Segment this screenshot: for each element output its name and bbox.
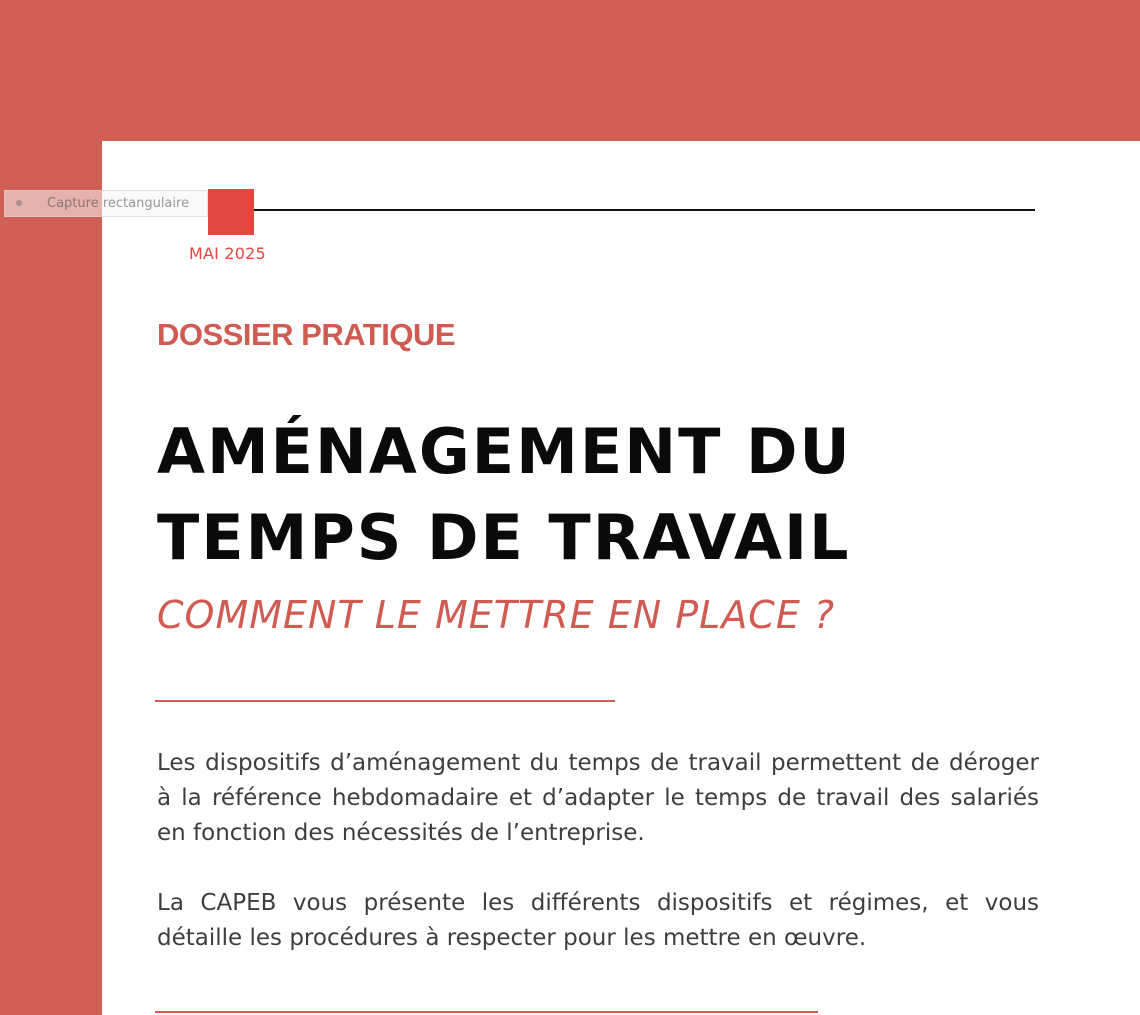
capture-label: Capture rectangulaire (47, 196, 190, 211)
intro-divider (155, 1011, 818, 1013)
title-line-1: AMÉNAGEMENT DU (157, 415, 852, 488)
accent-square (208, 189, 254, 235)
capture-tooltip[interactable] (4, 190, 208, 217)
header-rule (210, 209, 1035, 211)
intro-paragraph-1: Les dispositifs d’aménagement du temps de travail permettent de déroger à la référence hebdomadaire et d’adapter le temps de travail des salariés en fonction des nécessités de l’entreprise. (157, 750, 1039, 846)
document-subtitle: COMMENT LE METTRE EN PLACE ? (157, 593, 836, 637)
title-line-2: TEMPS DE TRAVAIL (157, 501, 851, 574)
publication-date: MAI 2025 (189, 244, 266, 263)
record-dot-icon (16, 200, 22, 206)
intro-text (157, 746, 1039, 991)
section-kicker: DOSSIER PRATIQUE (157, 317, 456, 352)
document-title (157, 409, 852, 581)
intro-paragraph-2: La CAPEB vous présente les différents dispositifs et régimes, et vous détaille les procédures à respecter pour les mettre en œuvre. (157, 890, 1039, 951)
document-page (102, 141, 1140, 1015)
title-divider (155, 700, 615, 702)
